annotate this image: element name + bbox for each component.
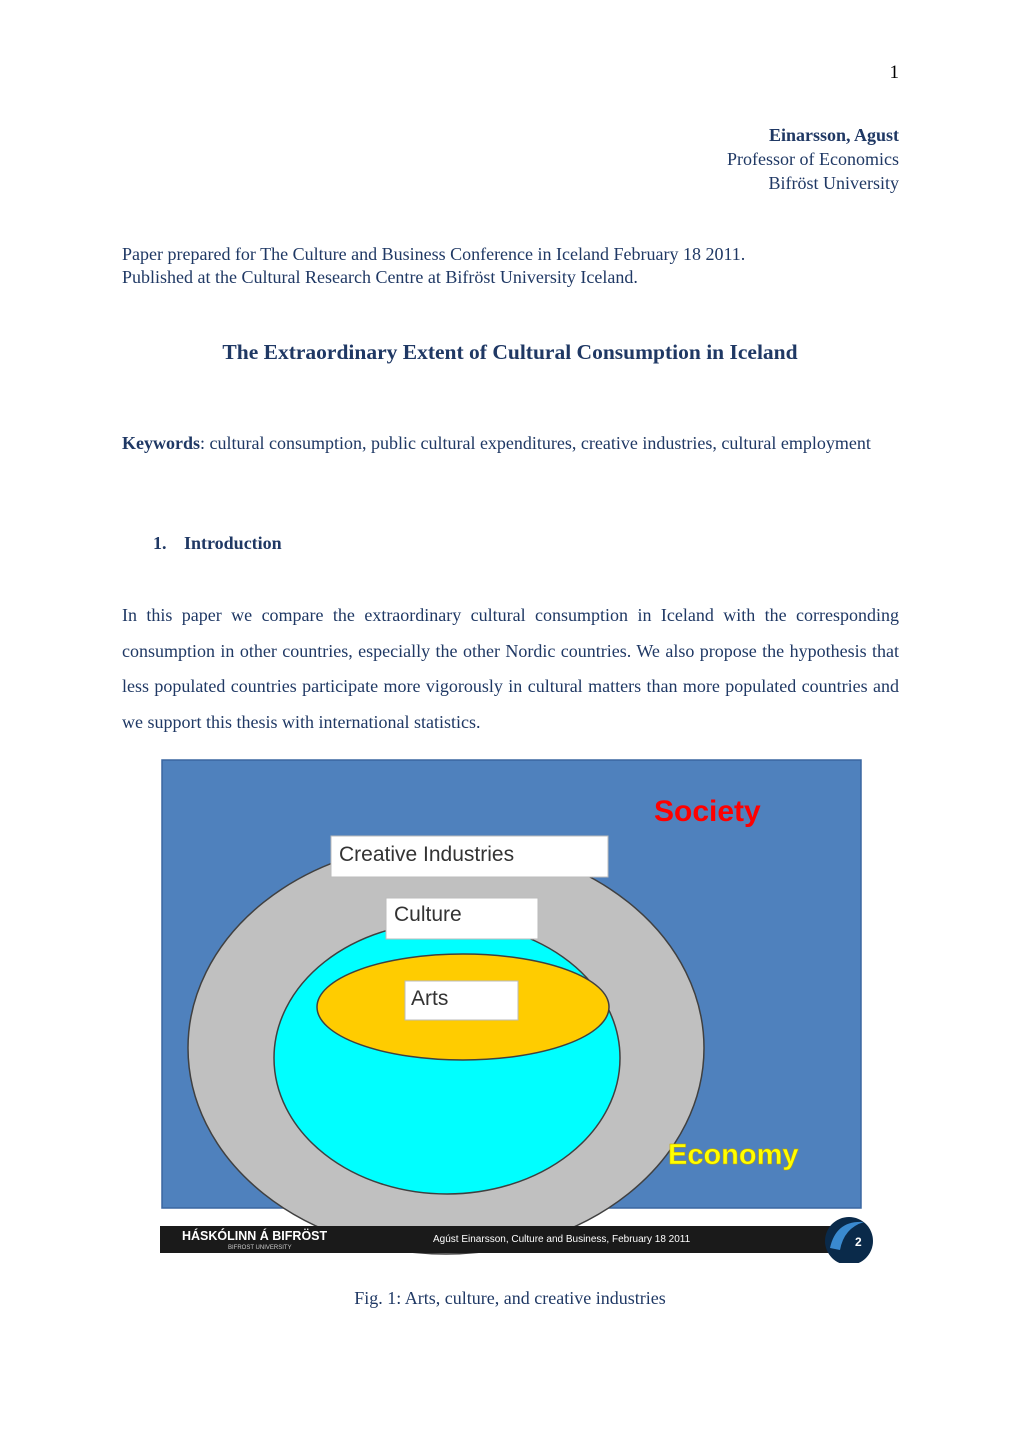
arts-label: Arts xyxy=(411,987,449,1010)
figure-caption: Fig. 1: Arts, culture, and creative industries xyxy=(354,1288,666,1308)
page-number: 1 xyxy=(889,62,899,83)
economy-label: Economy xyxy=(668,1139,799,1171)
intro-paragraph: In this paper we compare the extraordinary cultural consumption in Iceland with the corresponding consumption in other countries, especially the other Nordic countries. We also propose the hypothesis that less populated countries participate more vigorously in cultural matters than more populated countries and we support this thesis with international statistics. xyxy=(122,605,899,732)
keywords-label: Keywords xyxy=(122,433,200,453)
creative-industries-label: Creative Industries xyxy=(339,843,515,866)
author-position: Professor of Economics xyxy=(727,149,899,169)
slide-number: 2 xyxy=(855,1235,862,1249)
preparation-note xyxy=(122,243,745,289)
author-name: Einarsson, Agust xyxy=(768,125,899,145)
author-block xyxy=(727,123,899,195)
figure-diagram xyxy=(156,758,878,1263)
society-label: Society xyxy=(654,795,761,828)
preparation-note-line1: Paper prepared for The Culture and Business Conference in Iceland February 18 2011. xyxy=(122,244,746,264)
preparation-note-line2: Published at the Cultural Research Centre at Bifröst University Iceland. xyxy=(122,267,638,287)
section-number: 1. xyxy=(153,533,167,553)
keywords-list: : cultural consumption, public cultural expenditures, creative industries, cultural employment xyxy=(200,433,871,453)
author-affiliation: Bifröst University xyxy=(768,173,899,193)
culture-label: Culture xyxy=(394,903,462,926)
footer-text: Agúst Einarsson, Culture and Business, February 18 2011 xyxy=(433,1234,691,1245)
section-title: Introduction xyxy=(184,533,282,553)
footer-logo-sub: BIFROST UNIVERSITY xyxy=(228,1245,292,1251)
keywords xyxy=(122,425,899,461)
footer-logo: HÁSKÓLINN Á BIFRÖST xyxy=(182,1229,328,1243)
paper-title: The Extraordinary Extent of Cultural Consumption in Iceland xyxy=(222,340,798,364)
section-heading xyxy=(153,533,282,554)
